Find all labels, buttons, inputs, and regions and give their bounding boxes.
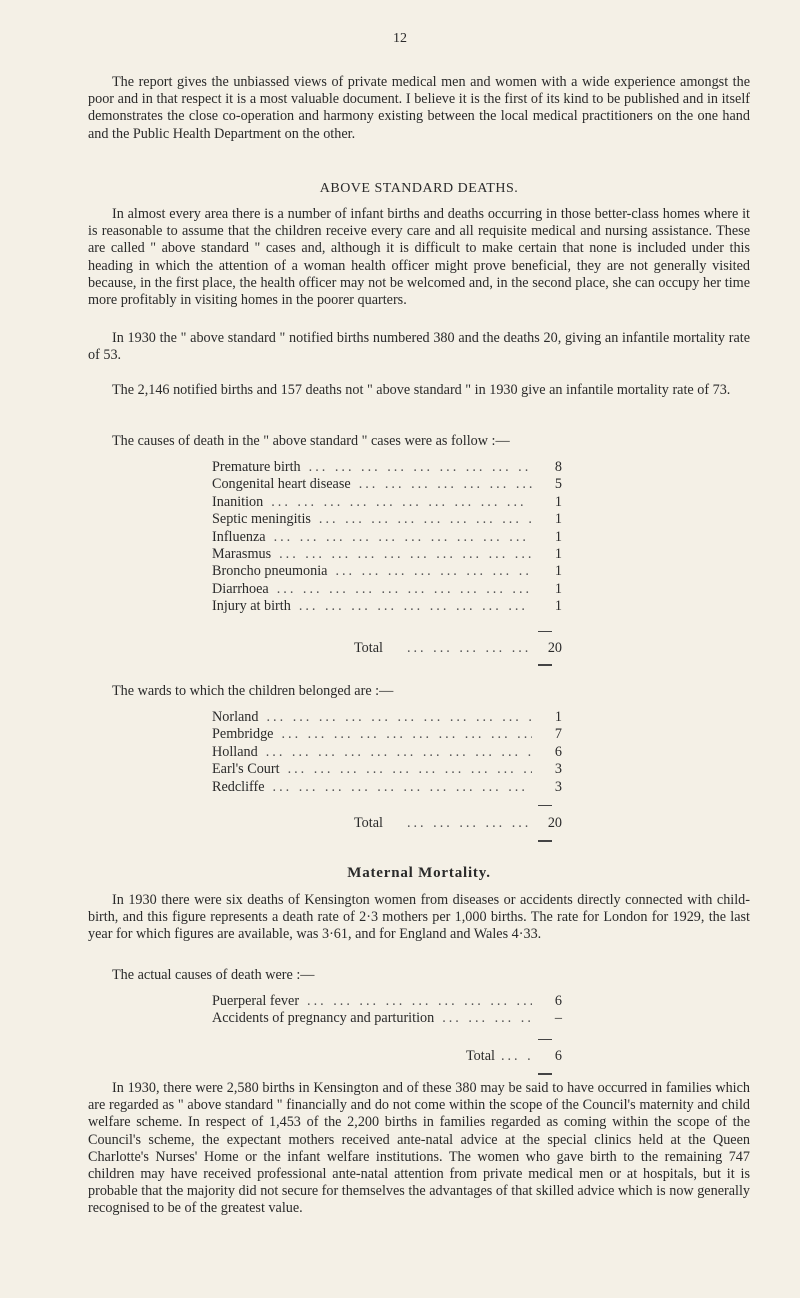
wards-total-row <box>212 815 562 832</box>
list-item-value: 5 <box>554 476 562 493</box>
total-value: 20 <box>547 815 562 831</box>
list-item <box>212 511 562 528</box>
sum-rule <box>538 1039 552 1040</box>
list-item-value: 1 <box>554 545 562 562</box>
maternal-causes-list <box>212 993 562 1028</box>
list-item-label: Inanition <box>212 493 264 510</box>
list-item <box>212 761 562 778</box>
list-item <box>212 563 562 580</box>
list-item <box>212 581 562 598</box>
list-item <box>212 494 562 511</box>
list-item <box>212 598 562 615</box>
sum-rule <box>538 631 552 632</box>
causes-total-row <box>212 640 562 657</box>
double-rule <box>538 664 552 666</box>
list-item-label: Septic meningitis <box>212 511 311 528</box>
causes-intro: The causes of death in the " above standard " cases were as follow :— <box>112 433 510 449</box>
list-item-label: Marasmus <box>212 545 272 562</box>
list-item <box>212 709 562 726</box>
list-item-value: 8 <box>554 459 562 475</box>
list-item <box>212 546 562 563</box>
list-item-value: 3 <box>554 778 562 795</box>
list-item-label: Injury at birth <box>212 598 291 615</box>
list-item <box>212 726 562 743</box>
list-item-value: 1 <box>554 563 562 580</box>
list-item-label: Premature birth <box>212 459 301 475</box>
above-standard-paragraph-3: The 2,146 notified births and 157 deaths not " above standard " in 1930 give an infantile mortality rate of 73. <box>112 382 731 398</box>
causes-list <box>212 459 562 616</box>
list-item-value: 1 <box>554 598 562 615</box>
list-item-value: 1 <box>554 493 562 510</box>
list-item-label: Puerperal fever <box>212 993 300 1009</box>
double-rule <box>538 1073 552 1075</box>
wards-intro: The wards to which the children belonged are :— <box>112 683 394 699</box>
maternal-paragraph-1: In 1930 there were six deaths of Kensington women from diseases or accidents directly connected with child-birth, and this figure represents a death rate of 2·3 mothers per 1,000 births. The rate for London for 1929, the last year for which figures are available, was 3·61, and for England and Wales 4·33. <box>88 892 750 943</box>
list-item-label: Holland <box>212 743 258 760</box>
list-item-label: Redcliffe <box>212 778 265 795</box>
total-label: Total <box>354 640 383 656</box>
list-item-value: 3 <box>554 761 562 778</box>
list-item <box>212 529 562 546</box>
list-item-value: 7 <box>554 726 562 743</box>
above-standard-heading: ABOVE STANDARD DEATHS. <box>319 181 519 196</box>
list-item <box>212 459 562 476</box>
above-standard-paragraph-2: In 1930 the " above standard " notified births numbered 380 and the deaths 20, giving an infantile mortality rate of 53. <box>88 330 750 364</box>
maternal-causes-intro: The actual causes of death were :— <box>112 967 315 983</box>
list-item-label: Pembridge <box>212 726 274 743</box>
intro-paragraph: The report gives the unbiassed views of private medical men and women with a wide experience amongst the poor and in that respect it is a most valuable document. I believe it is the first of its kind to be published and in itself demonstrates the close co-operation and harmony existing between the local medical practitioners on the one hand and the Public Health Department on the other. <box>88 74 750 142</box>
list-item-value: – <box>554 1010 562 1027</box>
sum-rule <box>538 805 552 806</box>
list-item <box>212 779 562 796</box>
total-label: Total <box>466 1048 495 1064</box>
total-value: 6 <box>554 1048 562 1064</box>
list-item-value: 1 <box>554 709 562 725</box>
maternal-heading: Maternal Mortality. <box>347 865 491 881</box>
list-item-label: Congenital heart disease <box>212 476 351 493</box>
list-item-value: 6 <box>554 743 562 760</box>
list-item-value: 1 <box>554 580 562 597</box>
list-item <box>212 476 562 493</box>
list-item-value: 1 <box>554 528 562 545</box>
list-item-value: 6 <box>554 993 562 1009</box>
double-rule <box>538 840 552 842</box>
list-item-label: Influenza <box>212 528 266 545</box>
list-item-value: 1 <box>554 511 562 528</box>
list-item-label: Norland <box>212 709 259 725</box>
list-item <box>212 1010 562 1027</box>
above-standard-paragraph-1: In almost every area there is a number of infant births and deaths occurring in those better-class homes where it is reasonable to assume that the children receive every care and all requisite medical and nursing assistance. These are called " above standard " cases and, although it is difficult to make certain that none is included under this heading in which the attention of a woman health officer might prove beneficial, they are not generally visited because, in the first place, the health officer may not be welcomed and, in the second place, she can occupy her time more profitably in visiting homes in the poorer quarters. <box>88 206 750 309</box>
list-item <box>212 744 562 761</box>
maternal-paragraph-2: In 1930, there were 2,580 births in Kensington and of these 380 may be said to have occurred in families which are regarded as " above standard " financially and do not come within the scope of the Council's maternity and child welfare scheme. In respect of 1,453 of the 2,200 births in families regarded as coming within the scope of the Council's scheme, the expectant mothers received ante-natal advice at the special clinics held at the Queen Charlotte's Nurses' Home or the infant welfare institutions. The women who gave birth to the remaining 747 children may have received professional ante-natal attention from private medical men or at hospitals, but it is probable that the majority did not secure for themselves the advantages of that skilled advice which is now generally recognised to be of the greatest value. <box>88 1080 750 1217</box>
list-item-label: Earl's Court <box>212 761 280 778</box>
total-value: 20 <box>547 640 562 656</box>
wards-list <box>212 709 562 796</box>
list-item-label: Accidents of pregnancy and parturition <box>212 1010 435 1027</box>
list-item <box>212 993 562 1010</box>
maternal-total-row <box>212 1048 562 1065</box>
list-item-label: Diarrhoea <box>212 580 269 597</box>
total-label: Total <box>354 815 383 831</box>
page-number: 12 <box>393 31 407 46</box>
list-item-label: Broncho pneumonia <box>212 563 328 580</box>
